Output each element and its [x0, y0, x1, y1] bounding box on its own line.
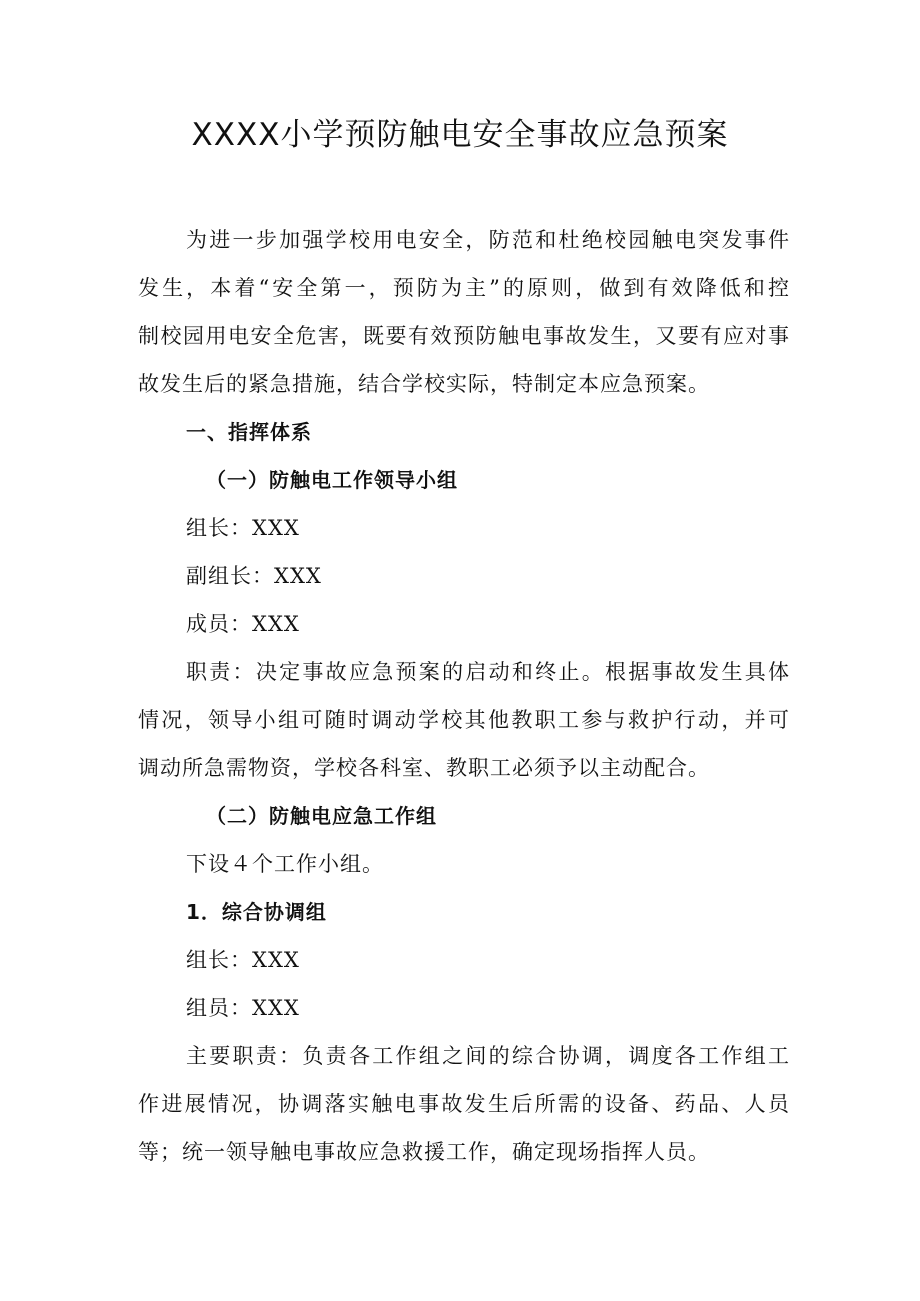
group-heading-coordination: 1．综合协调组 — [186, 900, 327, 924]
coordination-duty-line-1: 主要职责：负责各工作组之间的综合协调，调度各工作组工 — [186, 1044, 790, 1068]
duty-line-3: 调动所急需物资，学校各科室、教职工必须予以主动配合。 — [138, 756, 710, 780]
intro-line-4: 故发生后的紧急措施，结合学校实际，特制定本应急预案。 — [138, 372, 710, 396]
duty-line-2: 情况，领导小组可随时调动学校其他教职工参与救护行动，并可 — [138, 708, 790, 732]
section-heading-command-system: 一、指挥体系 — [186, 420, 312, 444]
leader-line: 组长：XXX — [186, 516, 300, 540]
duty-line-1: 职责：决定事故应急预案的启动和终止。根据事故发生具体 — [186, 660, 790, 684]
members-line: 成员：XXX — [186, 612, 300, 636]
intro-line-3: 制校园用电安全危害，既要有效预防触电事故发生，又要有应对事 — [138, 324, 790, 348]
subsection-heading-emergency-group: （二）防触电应急工作组 — [206, 804, 437, 828]
coordination-duty-line-2: 作进展情况，协调落实触电事故发生后所需的设备、药品、人员 — [138, 1092, 790, 1116]
document-title: XXXX小学预防触电安全事故应急预案 — [191, 117, 729, 153]
subsection-heading-leadership-group: （一）防触电工作领导小组 — [206, 468, 458, 492]
deputy-leader-line: 副组长：XXX — [186, 564, 322, 588]
working-groups-note: 下设４个工作小组。 — [186, 852, 384, 876]
coordination-leader-line: 组长：XXX — [186, 948, 300, 972]
coordination-members-line: 组员：XXX — [186, 996, 300, 1020]
intro-line-1: 为进一步加强学校用电安全，防范和杜绝校园触电突发事件 — [186, 228, 790, 252]
intro-line-2: 发生，本着“安全第一，预防为主”的原则，做到有效降低和控 — [138, 276, 790, 300]
coordination-duty-line-3: 等；统一领导触电事故应急救援工作，确定现场指挥人员。 — [138, 1140, 710, 1164]
